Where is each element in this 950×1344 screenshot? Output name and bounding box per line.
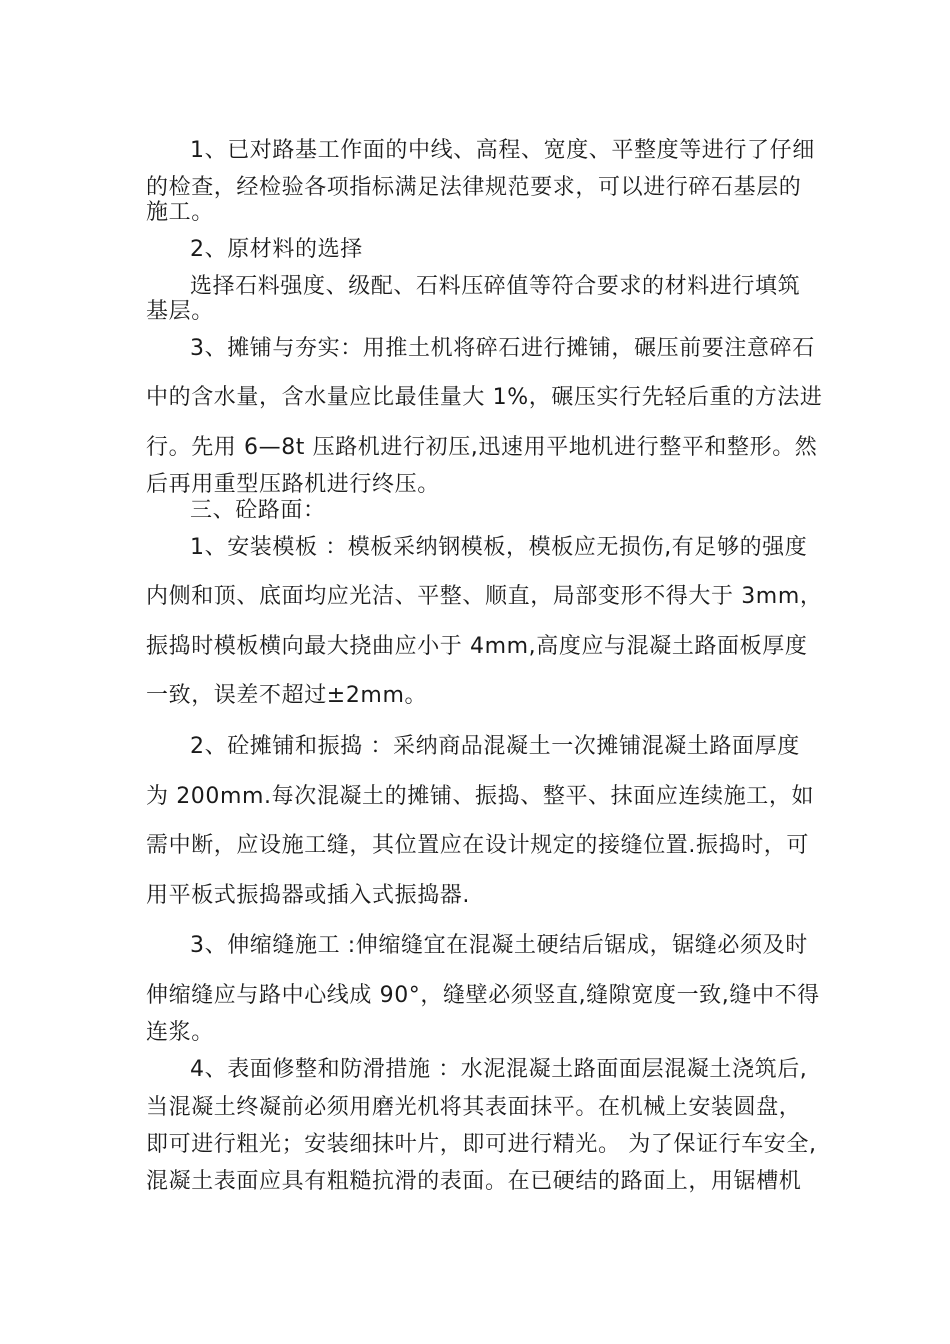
text-line: 为 200mm.每次混凝土的摊铺、振捣、整平、抹面应连续施工，如	[146, 784, 815, 809]
text-line: 需中断，应设施工缝，其位置应在设计规定的接缝位置.振捣时，可	[146, 833, 809, 858]
text-line: 行。先用 6—8t 压路机进行初压,迅速用平地机进行整平和整形。然	[146, 435, 818, 460]
text-line: 基层。	[146, 299, 214, 324]
text-line: 4、表面修整和防滑措施 ：水泥混凝土路面面层混凝土浇筑后,	[190, 1057, 808, 1082]
text-line: 1、已对路基工作面的中线、高程、宽度、平整度等进行了仔细	[190, 138, 815, 163]
text-line: 中的含水量，含水量应比最佳量大 1%，碾压实行先轻后重的方法进	[146, 385, 823, 410]
text-line: 3、摊铺与夯实：用推土机将碎石进行摊铺，碾压前要注意碎石	[190, 336, 815, 361]
text-line: 即可进行粗光；安装细抹叶片，即可进行精光。 为了保证行车安全,	[146, 1132, 817, 1157]
text-line: 混凝土表面应具有粗糙抗滑的表面。在已硬结的路面上，用锯槽机	[146, 1169, 802, 1194]
text-line: 后再用重型压路机进行终压。	[146, 472, 440, 497]
text-line: 选择石料强度、级配、石料压碎值等符合要求的材料进行填筑	[190, 274, 801, 299]
text-line: 2、砼摊铺和振捣 ：采纳商品混凝土一次摊铺混凝土路面厚度	[190, 734, 800, 759]
text-line: 内侧和顶、底面均应光洁、平整、顺直，局部变形不得大于 3mm，	[146, 584, 823, 609]
text-line: 振捣时模板横向最大挠曲应小于 4mm,高度应与混凝土路面板厚度	[146, 634, 808, 659]
text-line: 的检查，经检验各项指标满足法律规范要求，可以进行碎石基层的	[146, 175, 802, 200]
text-line: 伸缩缝应与路中心线成 90°，缝壁必须竖直,缝隙宽度一致,缝中不得	[146, 983, 820, 1008]
text-line: 2、原材料的选择	[190, 237, 363, 262]
text-line: 1、安装模板 ：模板采纳钢模板，模板应无损伤,有足够的强度	[190, 535, 808, 560]
text-line: 一致，误差不超过±2mm。	[146, 683, 428, 708]
text-line: 连浆。	[146, 1020, 214, 1045]
text-line: 施工。	[146, 200, 214, 225]
section-heading: 三、砼路面：	[190, 498, 326, 523]
text-line: 用平板式振捣器或插入式振捣器.	[146, 883, 470, 908]
text-line: 3、伸缩缝施工 :伸缩缝宜在混凝土硬结后锯成，锯缝必须及时	[190, 933, 808, 958]
text-line: 当混凝土终凝前必须用磨光机将其表面抹平。在机械上安装圆盘，	[146, 1095, 802, 1120]
